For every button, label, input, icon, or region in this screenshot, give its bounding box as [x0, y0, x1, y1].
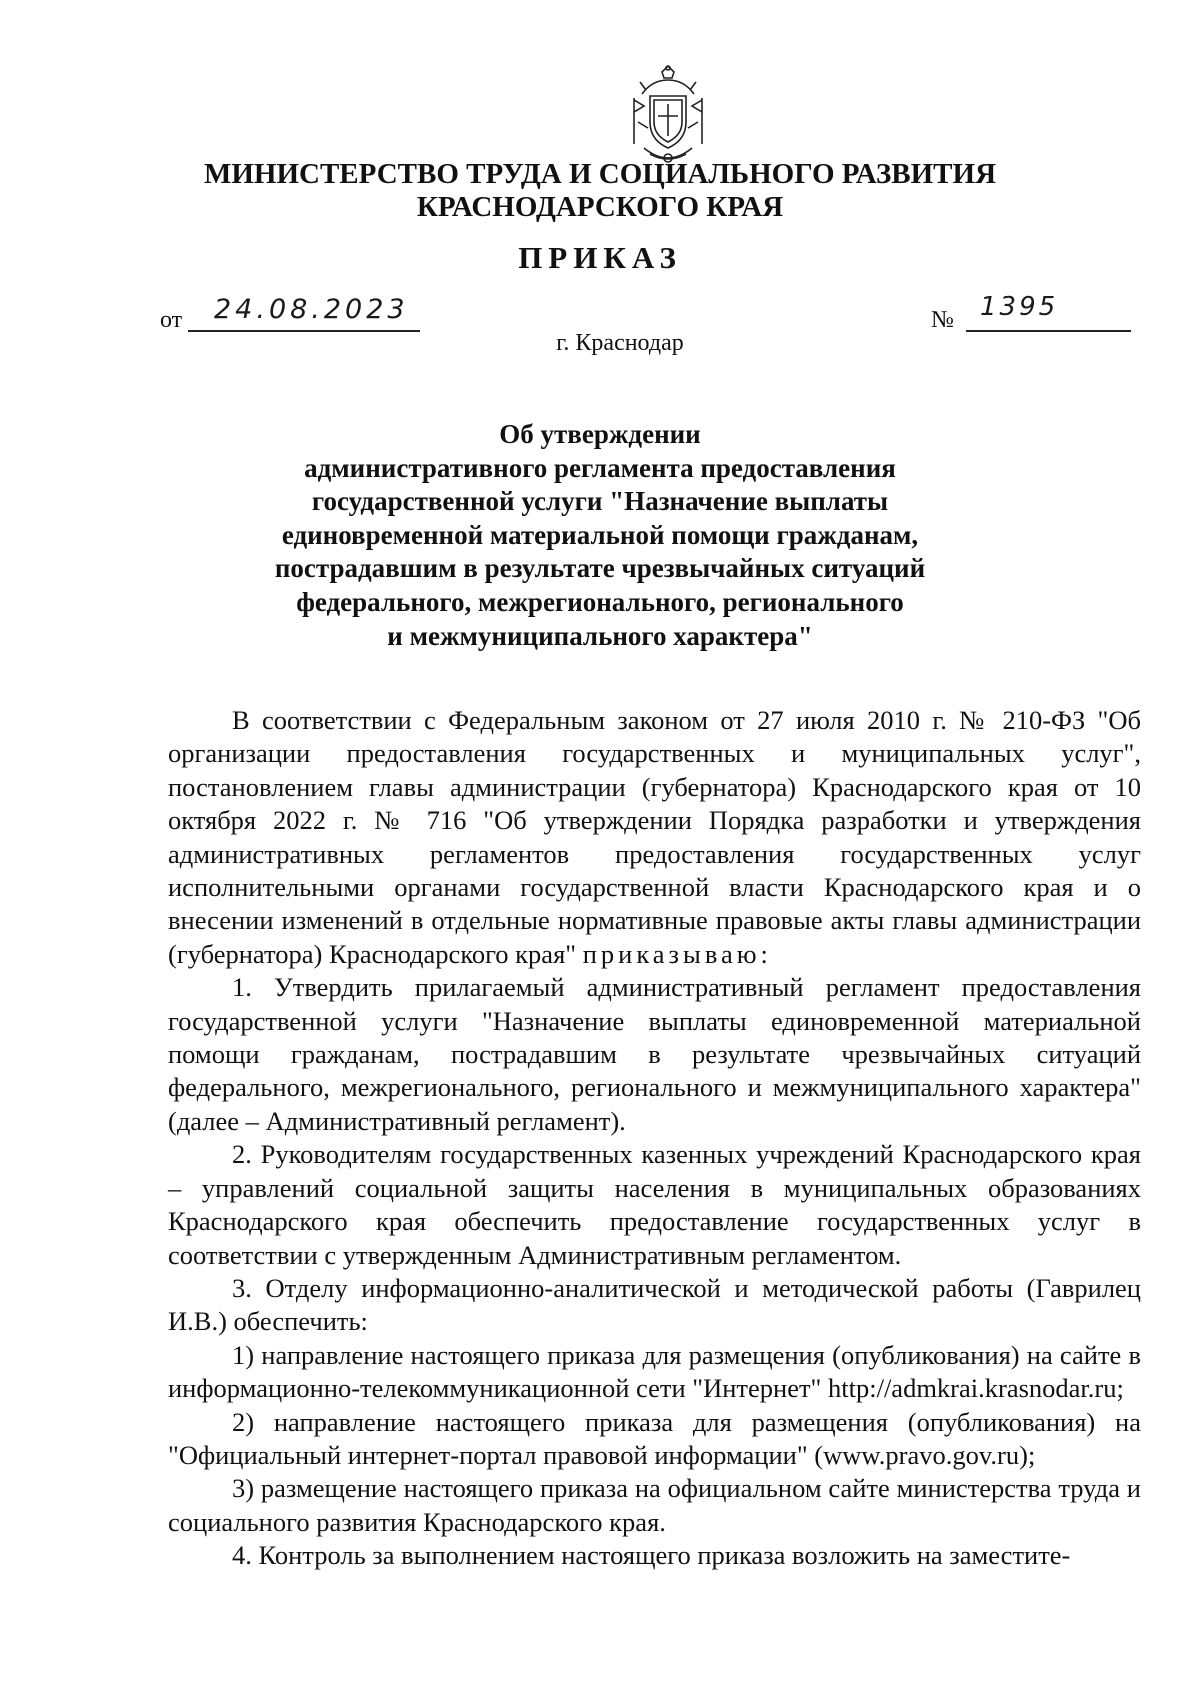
coat-of-arms-emblem — [628, 64, 708, 168]
ministry-name-line-2: КРАСНОДАРСКОГО КРАЯ — [416, 191, 784, 223]
order-word: приказываю: — [582, 938, 772, 969]
order-item-3: 3. Отделу информационно-аналитической и методической работы (Гаврилец И.В.) обеспечить: — [168, 1272, 1141, 1337]
order-item-4: 4. Контроль за выполнением настоящего приказа возложить на заместите- — [232, 1540, 1071, 1571]
handwritten-number: 1395 — [980, 292, 1059, 322]
title-line: Об утверждении — [499, 419, 701, 449]
preamble-paragraph — [168, 704, 1141, 971]
title-line: пострадавшим в результате чрезвычайных ситуаций — [274, 553, 926, 584]
number-label: № — [931, 307, 954, 333]
order-subitem-3-3: 3) размещение настоящего приказа на официальном сайте министерства труда и социального развития Краснодарского края. — [168, 1473, 1141, 1537]
title-line: государственной услуги "Назначение выплаты — [311, 486, 889, 517]
city: г. Краснодар — [556, 330, 684, 356]
order-title — [0, 418, 1200, 653]
handwritten-date: 24.08.2023 — [214, 294, 409, 325]
order-subitem-3-2: 2) направление настоящего приказа для размещения (опубликования) на "Официальный интернет-портал правовой информации" (www.pravo.gov.ru); — [168, 1406, 1141, 1470]
ministry-name-line-1: МИНИСТЕРСТВО ТРУДА И СОЦИАЛЬНОГО РАЗВИТИЯ — [203, 158, 997, 190]
preamble-text: В соответствии с Федеральным законом от 27 июля 2010 г. № 210-ФЗ "Об организации предоставления государственных и муниципальных услуг", постановлением главы администрации (губернатора) Краснодарского края от 10 октября 2022 г. № 716 "Об утверждении Порядка разработки и утверждения административных регламентов предоставления государственных услуг исполнительными органами государственной власти Краснодарского края и о внесении изменений в отдельные нормативные правовые акты главы администрации (губернатора) Краснодарского края" — [168, 705, 1141, 969]
title-line: единовременной материальной помощи гражданам, — [281, 519, 919, 550]
title-line: и межмуниципального характера" — [387, 620, 813, 651]
document-type-heading: ПРИКАЗ — [518, 240, 682, 275]
date-label: от — [160, 307, 183, 333]
order-item-1: 1. Утвердить прилагаемый административный регламент предоставления государственной услуги "Назначение выплаты единовременной материальной помощи гражданам, пострадавшим в результате чрезвычайных ситуаций федерального, межрегионального, регионального и межмуниципального характера" (далее – Административный регламент). — [168, 972, 1141, 1136]
order-item-2: 2. Руководителям государственных казенных учреждений Краснодарского края – управлений социальной защиты населения в муниципальных образованиях Краснодарского края обеспечить предоставление государственных услуг в соответствии с утвержденным Административным регламентом. — [168, 1139, 1141, 1270]
order-subitem-3-1: 1) направление настоящего приказа для размещения (опубликования) на сайте в информационно-телекоммуникационной сети "Интернет" http://admkrai.krasnodar.ru; — [168, 1339, 1141, 1404]
title-line: административного регламента предоставления — [304, 452, 896, 483]
order-body — [168, 704, 1141, 1573]
title-line: федерального, межрегионального, регионального — [296, 586, 904, 617]
